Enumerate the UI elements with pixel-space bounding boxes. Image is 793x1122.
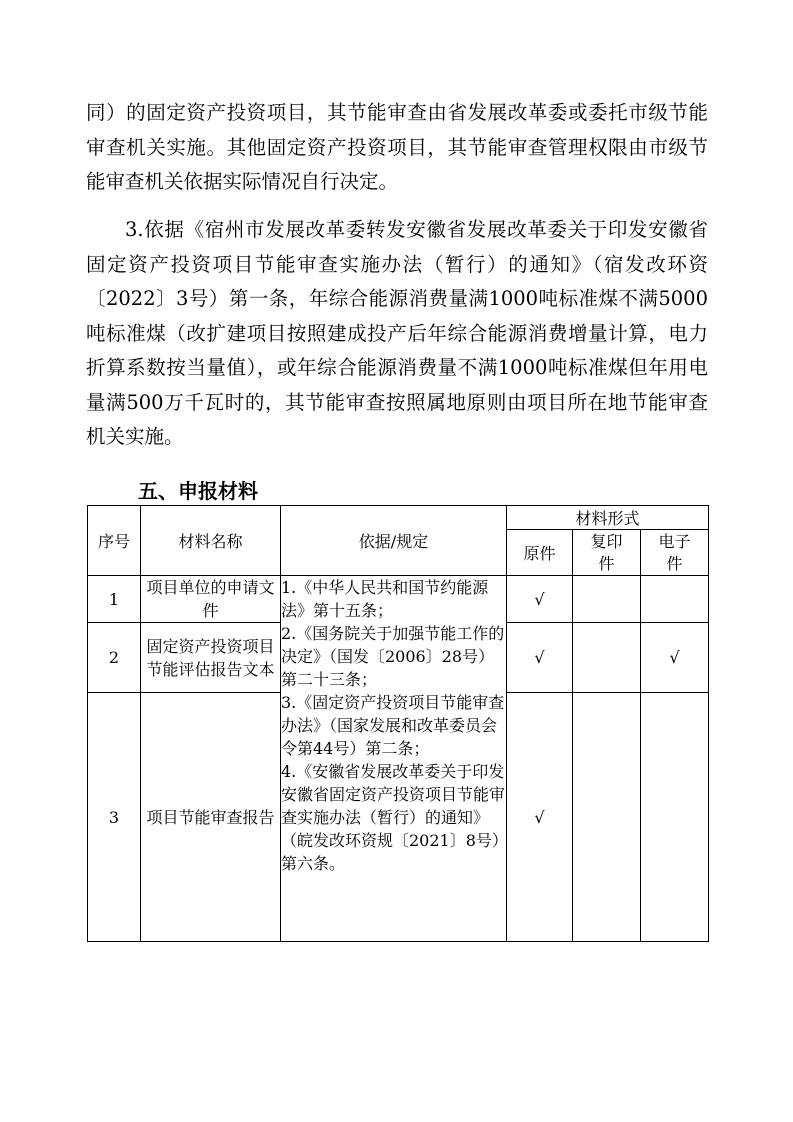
row-electronic-mark [641,693,709,942]
basis-item: 4.《安徽省发展改革委关于印发安徽省固定资产投资项目节能审查实施办法（暂行）的通知》（皖发改环资规〔2021〕8号）第六条。 [281,762,506,873]
row-copy-mark [573,693,641,942]
header-name: 材料名称 [141,506,281,576]
basis-item: 1.《中华人民共和国节约能源法》第十五条； [281,578,489,620]
basis-item: 2.《国务院关于加强节能工作的决定》（国发〔2006〕28号）第二十三条； [281,624,505,689]
basis-item: 3.《固定资产投资项目节能审查办法》（国家发展和改革委员会令第44号）第二条； [281,693,505,758]
row-seq: 2 [88,623,141,693]
row-name: 项目单位的申请文件 [141,576,281,623]
header-copy: 复印件 [573,530,641,576]
row-name: 固定资产投资项目节能评估报告文本 [141,623,281,693]
table-row [88,576,709,623]
header-basis: 依据/规定 [281,506,507,576]
header-electronic: 电子件 [641,530,709,576]
row-original-mark: √ [507,693,573,942]
row-copy-mark [573,623,641,693]
row-seq: 3 [88,693,141,942]
row-original-mark: √ [507,576,573,623]
row-name: 项目节能审查报告 [141,693,281,942]
header-form: 材料形式 [507,506,709,530]
paragraph-2: 3.依据《宿州市发展改革委转发安徽省发展改革委关于印发安徽省固定资产投资项目节能审查实施办法（暂行）的通知》（宿发改环资〔2022〕3号）第一条，年综合能源消费量满1000吨标准煤不满5000吨标准煤（改扩建项目按照建成投产后年综合能源消费增量计算，电力折算系数按当量值），或年综合能源消费量不满1000吨标准煤但年用电量满500万千瓦时的，其节能审查按照属地原则由项目所在地节能审查机关实施。 [86,218,708,448]
row-seq: 1 [88,576,141,623]
table-header-row [88,506,709,530]
header-original: 原件 [507,530,573,576]
row-electronic-mark [641,576,709,623]
materials-table [87,505,709,942]
section-heading: 五、申报材料 [138,479,258,503]
header-seq: 序号 [88,506,141,576]
row-copy-mark [573,576,641,623]
row-electronic-mark: √ [641,623,709,693]
paragraph-1: 同）的固定资产投资项目，其节能审查由省发展改革委或委托市级节能审查机关实施。其他固定资产投资项目，其节能审查管理权限由市级节能审查机关依据实际情况自行决定。 [86,101,708,193]
basis-cell [281,576,507,942]
row-original-mark: √ [507,623,573,693]
